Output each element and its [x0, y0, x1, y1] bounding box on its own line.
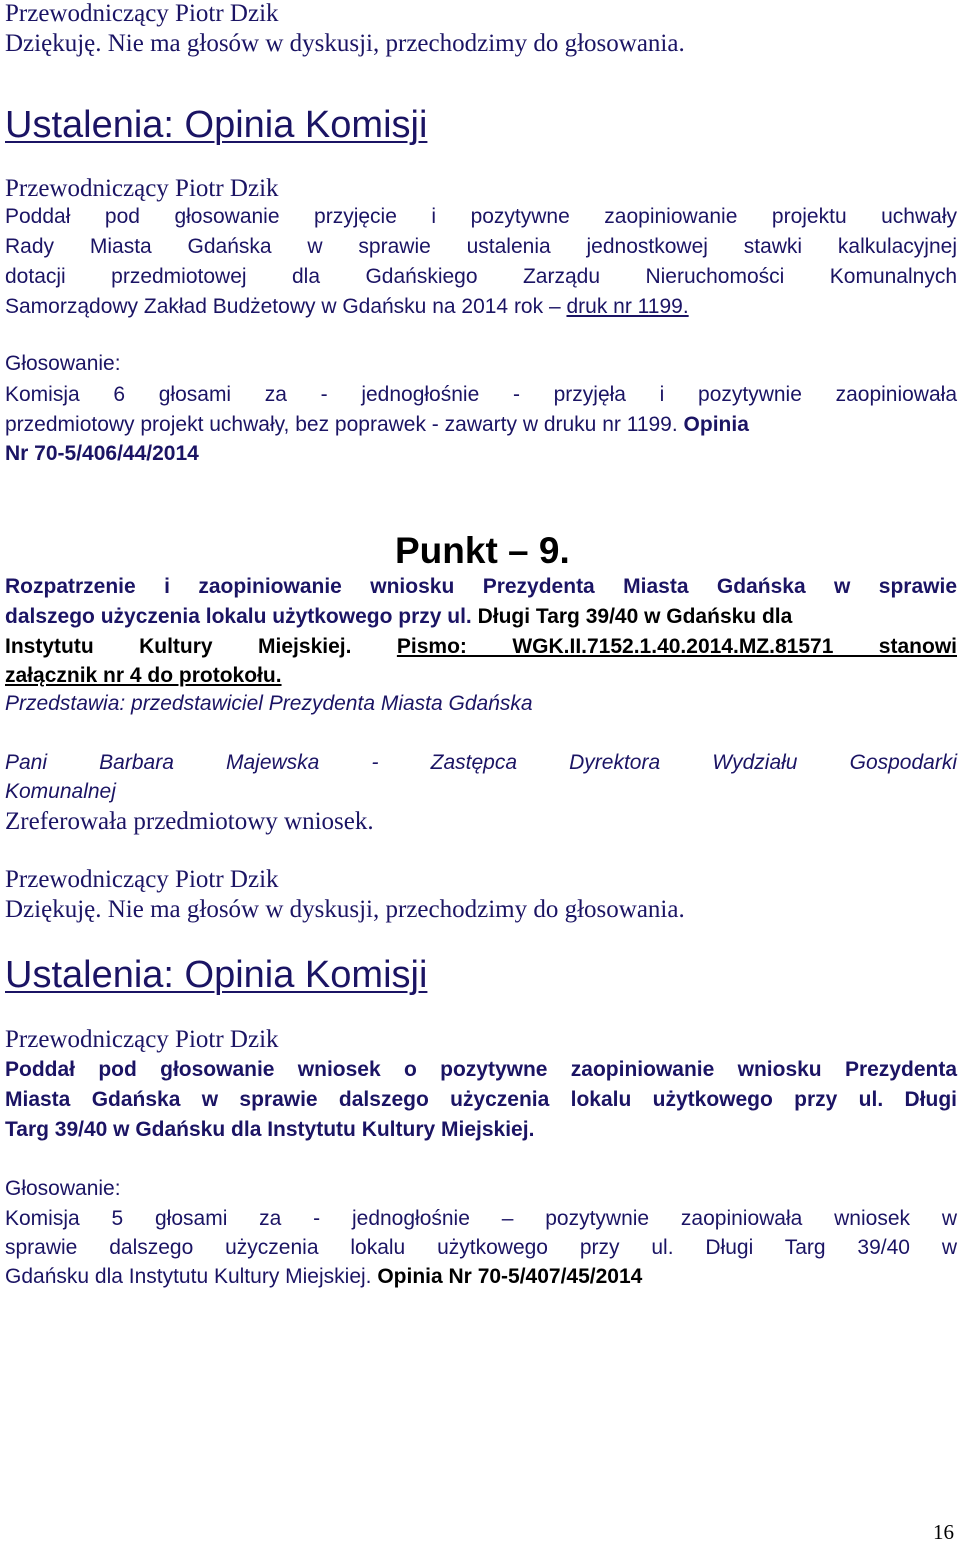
agenda-description-text: dalszego użyczenia lokalu użytkowego przy ul. — [5, 605, 478, 628]
motion-line: Miasta Gdańska w sprawie dalszego użyczenia lokalu użytkowego przy ul. Długi — [5, 1088, 957, 1111]
motion-line: Rady Miasta Gdańska w sprawie ustalenia jednostkowej stawki kalkulacyjnej — [5, 235, 957, 258]
vote-result-text: przedmiotowy projekt uchwały, bez poprawek - zawarty w druku nr 1199. — [5, 413, 684, 436]
reported-text: Zreferowała przedmiotowy wniosek. — [5, 808, 374, 835]
speaker-name: Przewodniczący Piotr Dzik — [5, 1026, 279, 1053]
attachment-reference: załącznik nr 4 do protokołu. — [5, 664, 282, 687]
vote-label: Głosowanie: — [5, 352, 121, 375]
agenda-description-line: Rozpatrzenie i zaopiniowanie wniosku Prezydenta Miasta Gdańska w sprawie — [5, 575, 957, 598]
speaker-name: Przewodniczący Piotr Dzik — [5, 866, 279, 893]
motion-text: Samorządowy Zakład Budżetowy w Gdańsku na 2014 rok – — [5, 295, 567, 318]
opinion-number: Opinia Nr 70-5/407/45/2014 — [377, 1265, 643, 1288]
vote-label: Głosowanie: — [5, 1177, 121, 1200]
vote-result-line: sprawie dalszego użyczenia lokalu użytkowego przy ul. Długi Targ 39/40 w — [5, 1236, 957, 1259]
agenda-description-address: Długi Targ 39/40 w Gdańsku dla — [477, 605, 793, 628]
vote-result-line: Komisja 6 głosami za - jednogłośnie - przyjęła i pozytywnie zaopiniowała — [5, 383, 957, 406]
speaker-text: Dziękuję. Nie ma głosów w dyskusji, przechodzimy do głosowania. — [5, 30, 685, 57]
vote-result-text: Gdańsku dla Instytutu Kultury Miejskiej. — [5, 1265, 378, 1288]
letter-reference: Pismo: WGK.II.7152.1.40.2014.MZ.81571 stanowi — [396, 635, 957, 658]
page-number: 16 — [933, 1520, 954, 1544]
agenda-item-title: Punkt – 9. — [395, 530, 570, 571]
presenter-name: Pani Barbara Majewska - Zastępca Dyrektora Wydziału Gospodarki — [5, 751, 957, 774]
agenda-description-line — [5, 605, 957, 629]
section-heading: Ustalenia: Opinia Komisji — [5, 954, 428, 996]
motion-line: Poddał pod głosowanie przyjęcie i pozytywne zaopiniowanie projektu uchwały — [5, 205, 957, 228]
vote-result-line: Komisja 5 głosami za - jednogłośnie – pozytywnie zaopiniowała wniosek w — [5, 1207, 957, 1230]
motion-line — [5, 295, 957, 319]
motion-line: Poddał pod głosowanie wniosek o pozytywne zaopiniowanie wniosku Prezydenta — [5, 1058, 957, 1081]
motion-line: dotacji przedmiotowej dla Gdańskiego Zarządu Nieruchomości Komunalnych — [5, 265, 957, 288]
speaker-text: Dziękuję. Nie ma głosów w dyskusji, przechodzimy do głosowania. — [5, 896, 685, 923]
vote-result-line — [5, 413, 957, 437]
motion-line: Targ 39/40 w Gdańsku dla Instytutu Kultury Miejskiej. — [5, 1118, 535, 1141]
speaker-name: Przewodniczący Piotr Dzik — [5, 175, 279, 202]
speaker-name: Przewodniczący Piotr Dzik — [5, 0, 279, 27]
agenda-description-institution: Instytutu Kultury Miejskiej. — [5, 635, 352, 658]
opinion-label: Opinia — [683, 413, 749, 436]
presenter-line: Przedstawia: przedstawiciel Prezydenta Miasta Gdańska — [5, 692, 533, 715]
presenter-name: Komunalnej — [5, 780, 116, 803]
agenda-description-line — [5, 635, 957, 659]
opinion-number: Nr 70-5/406/44/2014 — [5, 442, 199, 465]
section-heading: Ustalenia: Opinia Komisji — [5, 104, 428, 146]
document-reference: druk nr 1199. — [566, 295, 689, 318]
vote-result-line — [5, 1265, 957, 1289]
